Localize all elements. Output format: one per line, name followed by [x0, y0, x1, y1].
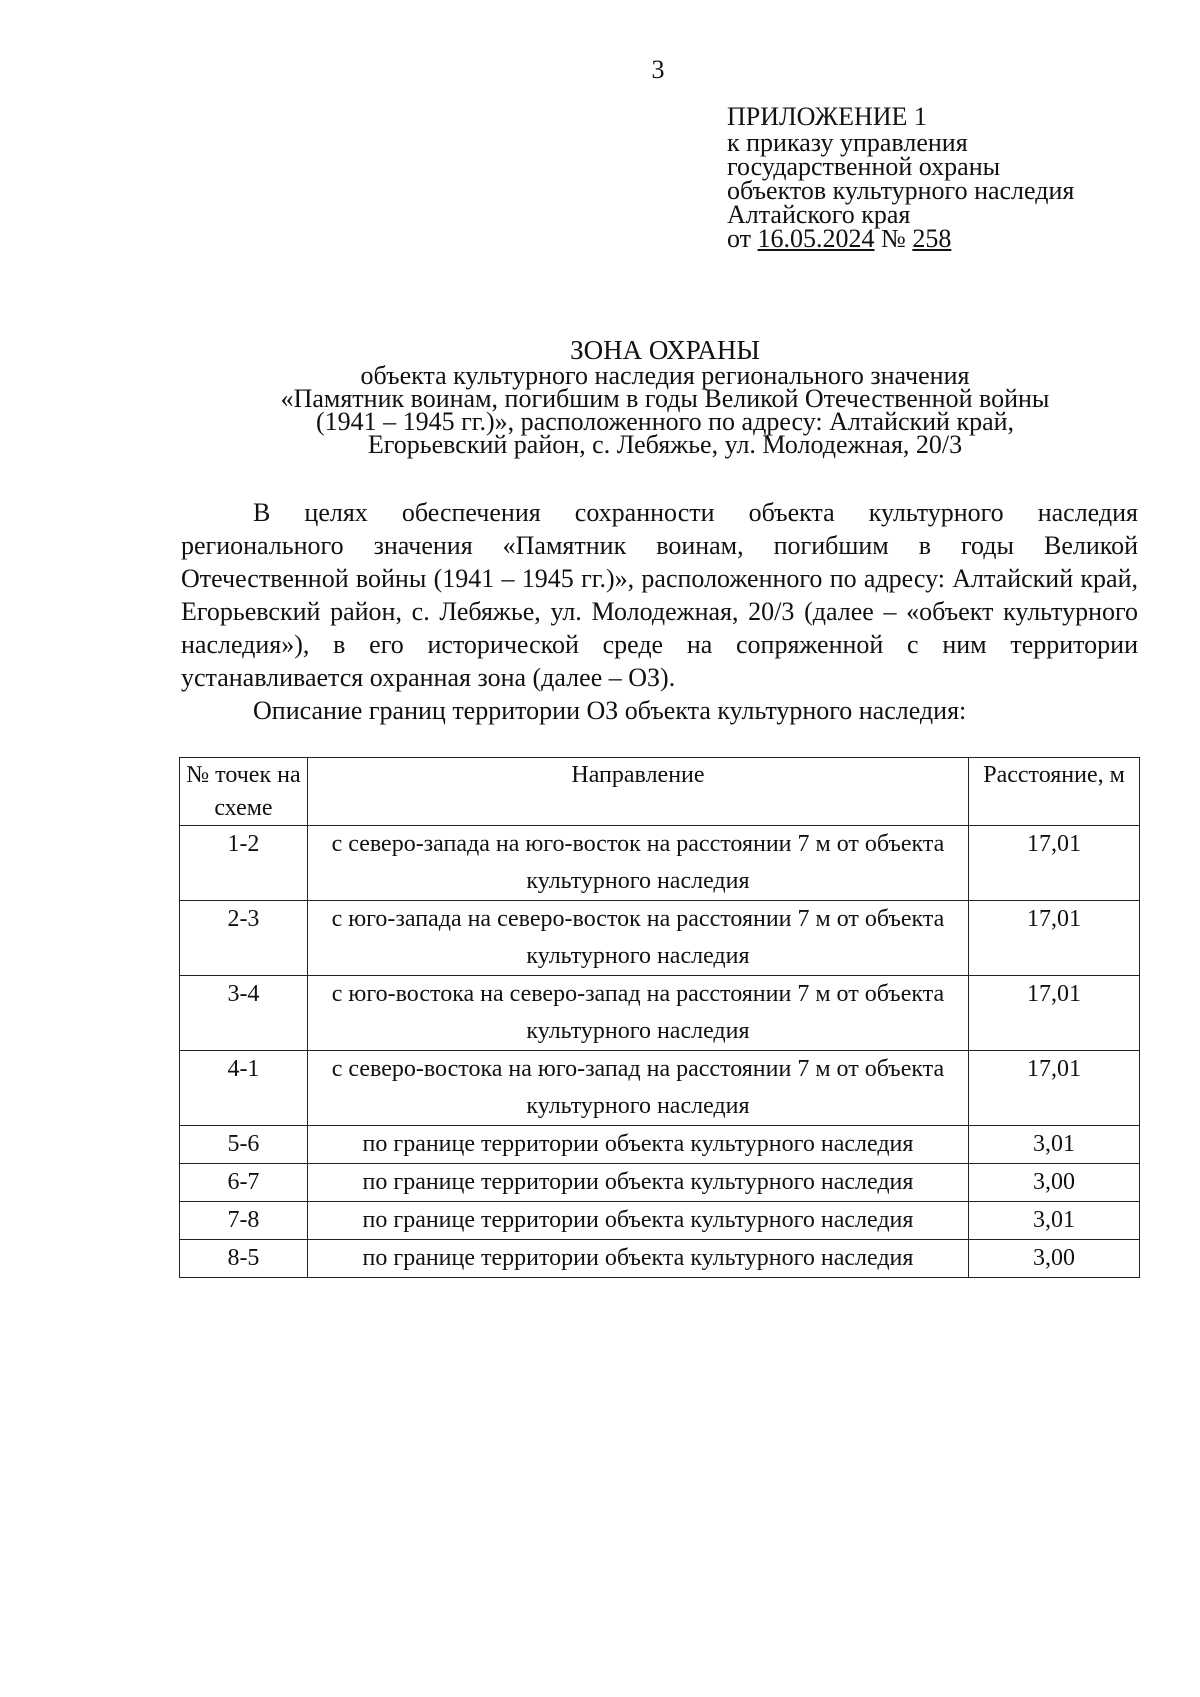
cell-points: 7-8: [180, 1202, 308, 1240]
boundary-table: [179, 757, 1140, 1278]
cell-points: 6-7: [180, 1164, 308, 1202]
appendix-title: ПРИЛОЖЕНИЕ 1: [727, 102, 927, 131]
table-row: [180, 1240, 1140, 1278]
appendix-line: объектов культурного наследия: [727, 176, 1075, 205]
cell-direction: по границе территории объекта культурного наследия: [307, 1240, 968, 1278]
cell-points: 1-2: [180, 826, 308, 901]
cell-direction: с северо-востока на юго-запад на расстоянии 7 м от объекта культурного наследия: [307, 1051, 968, 1126]
cell-points: 4-1: [180, 1051, 308, 1126]
cell-direction: с юго-востока на северо-запад на расстоянии 7 м от объекта культурного наследия: [307, 976, 968, 1051]
table-row: [180, 1202, 1140, 1240]
cell-distance: 3,01: [969, 1126, 1140, 1164]
cell-points: 8-5: [180, 1240, 308, 1278]
table-header-row: [180, 758, 1140, 826]
cell-points: 2-3: [180, 901, 308, 976]
table-row: [180, 1126, 1140, 1164]
order-date: 16.05.2024: [757, 224, 875, 253]
table-row: [180, 976, 1140, 1051]
cell-direction: с юго-запада на северо-восток на расстоянии 7 м от объекта культурного наследия: [307, 901, 968, 976]
cell-distance: 3,00: [969, 1240, 1140, 1278]
date-prefix: от: [727, 224, 752, 253]
appendix-line: государственной охраны: [727, 152, 1001, 181]
table-row: [180, 1051, 1140, 1126]
cell-direction: по границе территории объекта культурного наследия: [307, 1126, 968, 1164]
heading-line: «Памятник воинам, погибшим в годы Великой Отечественной войны: [280, 384, 1050, 413]
table-row: [180, 901, 1140, 976]
cell-distance: 3,00: [969, 1164, 1140, 1202]
paragraph: В целях обеспечения сохранности объекта культурного наследия регионального значения «Памятник воинам, погибшим в годы Великой Отечественной войны (1941 – 1945 гг.)», расположенного по адресу: Алтайский край, Егорьевский район, с. Лебяжье, ул. Молодежная, 20/3 (далее – «объект культурного наследия»), в его исторической среде на сопряженной с ним территории устанавливается охранная зона (далее – ОЗ).: [181, 498, 1138, 692]
appendix-line: Алтайского края: [727, 200, 911, 229]
cell-distance: 17,01: [969, 976, 1140, 1051]
document-heading: [230, 335, 1100, 459]
header-points: № точек на схеме: [180, 758, 308, 826]
cell-points: 5-6: [180, 1126, 308, 1164]
heading-title: ЗОНА ОХРАНЫ: [570, 335, 760, 365]
cell-distance: 17,01: [969, 901, 1140, 976]
appendix-date-line: [727, 224, 1074, 253]
cell-direction: с северо-запада на юго-восток на расстоянии 7 м от объекта культурного наследия: [307, 826, 968, 901]
table-row: [180, 1164, 1140, 1202]
heading-line: объекта культурного наследия регионального значения: [360, 361, 970, 390]
cell-points: 3-4: [180, 976, 308, 1051]
page-number: 3: [651, 55, 665, 84]
paragraph: Описание границ территории ОЗ объекта культурного наследия:: [253, 696, 967, 725]
number-prefix: №: [881, 224, 906, 253]
heading-line: Егорьевский район, с. Лебяжье, ул. Молодежная, 20/3: [367, 430, 963, 459]
appendix-block: [727, 102, 1075, 253]
order-number: 258: [912, 224, 952, 253]
header-direction: Направление: [307, 758, 968, 826]
body-text: [181, 496, 1138, 727]
table-row: [180, 826, 1140, 901]
appendix-line: к приказу управления: [727, 128, 968, 157]
cell-distance: 3,01: [969, 1202, 1140, 1240]
cell-distance: 17,01: [969, 1051, 1140, 1126]
cell-direction: по границе территории объекта культурного наследия: [307, 1202, 968, 1240]
heading-line: (1941 – 1945 гг.)», расположенного по адресу: Алтайский край,: [315, 407, 1015, 436]
cell-direction: по границе территории объекта культурного наследия: [307, 1164, 968, 1202]
cell-distance: 17,01: [969, 826, 1140, 901]
header-distance: Расстояние, м: [969, 758, 1140, 826]
